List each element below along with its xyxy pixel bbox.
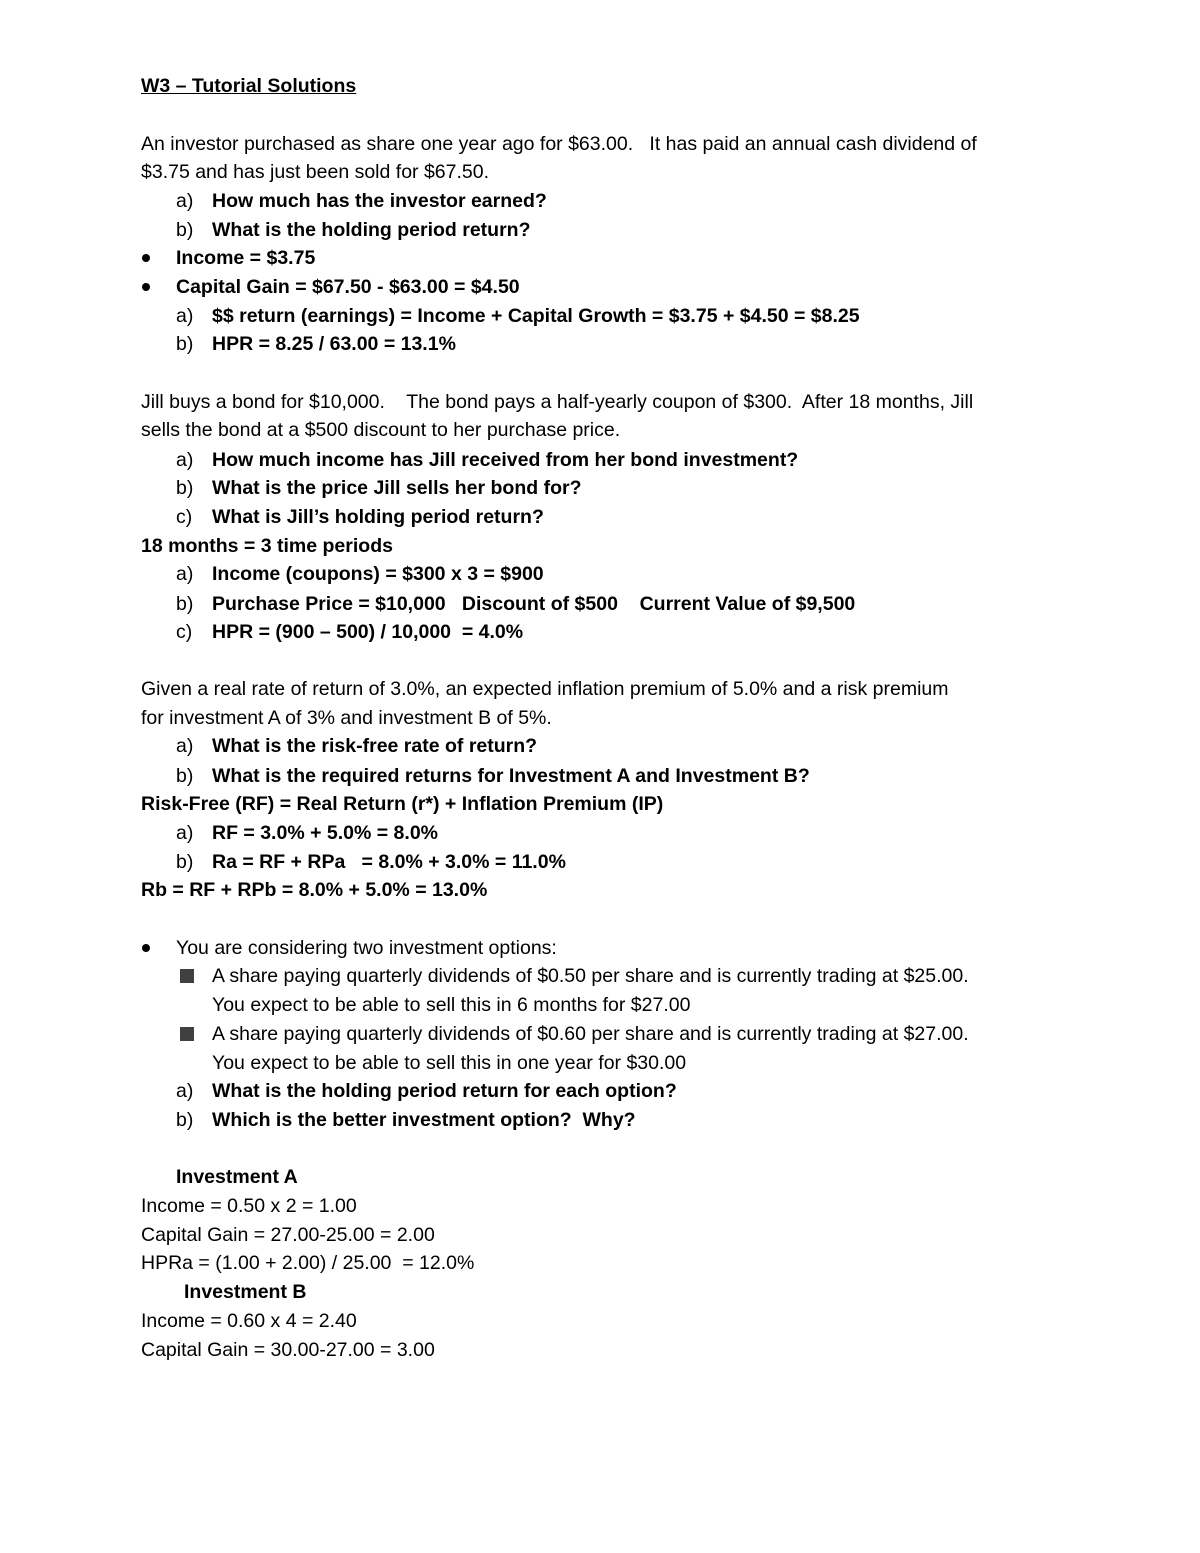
q2-stem-line1: Jill buys a bond for $10,000. The bond pays a half-yearly coupon of $300. After 18 months, Jill [141,391,974,413]
q1-income: Income = $3.75 [176,247,316,269]
q2-aa-marker: a) [176,563,194,585]
q4-investment-a-hpr: HPRa = (1.00 + 2.00) / 25.00 = 12.0% [141,1252,475,1274]
q2-qb-marker: b) [176,477,194,499]
q2-answer-a: Income (coupons) = $300 x 3 = $900 [212,563,544,585]
q2-note: 18 months = 3 time periods [141,535,393,557]
q2-question-a: How much income has Jill received from her bond investment? [212,449,799,471]
q3-ab-marker: b) [176,851,194,873]
q1-aa-marker: a) [176,305,194,327]
q4-option2-line2: You expect to be able to sell this in one year for $30.00 [212,1052,687,1074]
square-bullet-icon [180,969,194,983]
bullet-icon [142,944,150,952]
q4-qb-marker: b) [176,1109,194,1131]
q1-question-b: What is the holding period return? [212,219,531,241]
q4-investment-b-income: Income = 0.60 x 4 = 2.40 [141,1310,357,1332]
q1-answer-a: $$ return (earnings) = Income + Capital Growth = $3.75 + $4.50 = $8.25 [212,305,860,327]
q2-answer-c: HPR = (900 – 500) / 10,000 = 4.0% [212,621,524,643]
page-title: W3 – Tutorial Solutions [141,75,357,97]
q1-stem-line2: $3.75 and has just been sold for $67.50. [141,161,490,183]
q4-investment-a-gain: Capital Gain = 27.00-25.00 = 2.00 [141,1224,435,1246]
q2-ab-marker: b) [176,593,194,615]
q2-stem-line2: sells the bond at a $500 discount to her purchase price. [141,419,621,441]
q2-answer-b: Purchase Price = $10,000 Discount of $500 Current Value of $9,500 [212,593,856,615]
q4-intro: You are considering two investment options: [176,937,557,959]
q3-qa-marker: a) [176,735,194,757]
q2-question-b: What is the price Jill sells her bond for? [212,477,582,499]
q1-qb-marker: b) [176,219,194,241]
bullet-icon [142,283,150,291]
q4-qa-marker: a) [176,1080,194,1102]
q3-answer-b: Ra = RF + RPa = 8.0% + 3.0% = 11.0% [212,851,566,873]
q4-question-a: What is the holding period return for each option? [212,1080,677,1102]
q3-stem-line1: Given a real rate of return of 3.0%, an expected inflation premium of 5.0% and a risk premium [141,678,949,700]
q1-qa-marker: a) [176,190,194,212]
q1-capital-gain: Capital Gain = $67.50 - $63.00 = $4.50 [176,276,520,298]
q3-qb-marker: b) [176,765,194,787]
q3-stem-line2: for investment A of 3% and investment B of 5%. [141,707,552,729]
q3-aa-marker: a) [176,822,194,844]
q2-ac-marker: c) [176,621,193,643]
q1-question-a: How much has the investor earned? [212,190,547,212]
q3-question-b: What is the required returns for Investment A and Investment B? [212,765,810,787]
q3-question-a: What is the risk-free rate of return? [212,735,538,757]
square-bullet-icon [180,1027,194,1041]
bullet-icon [142,254,150,262]
q1-stem-line1: An investor purchased as share one year ago for $63.00. It has paid an annual cash dividend of [141,133,977,155]
q3-rb: Rb = RF + RPb = 8.0% + 5.0% = 13.0% [141,879,488,901]
q2-question-c: What is Jill’s holding period return? [212,506,544,528]
q4-investment-b-gain: Capital Gain = 30.00-27.00 = 3.00 [141,1339,435,1361]
q1-ab-marker: b) [176,333,194,355]
q3-answer-a: RF = 3.0% + 5.0% = 8.0% [212,822,439,844]
q4-option2-line1: A share paying quarterly dividends of $0.60 per share and is currently trading at $27.00. [212,1023,969,1045]
q2-qa-marker: a) [176,449,194,471]
q4-investment-b-heading: Investment B [184,1281,307,1303]
q1-answer-b: HPR = 8.25 / 63.00 = 13.1% [212,333,456,355]
q4-option1-line1: A share paying quarterly dividends of $0.50 per share and is currently trading at $25.00. [212,965,969,987]
q4-investment-a-income: Income = 0.50 x 2 = 1.00 [141,1195,357,1217]
q4-question-b: Which is the better investment option? Why? [212,1109,636,1131]
q4-option1-line2: You expect to be able to sell this in 6 months for $27.00 [212,994,691,1016]
q2-qc-marker: c) [176,506,193,528]
q3-formula: Risk-Free (RF) = Real Return (r*) + Inflation Premium (IP) [141,793,664,815]
q4-investment-a-heading: Investment A [176,1166,298,1188]
